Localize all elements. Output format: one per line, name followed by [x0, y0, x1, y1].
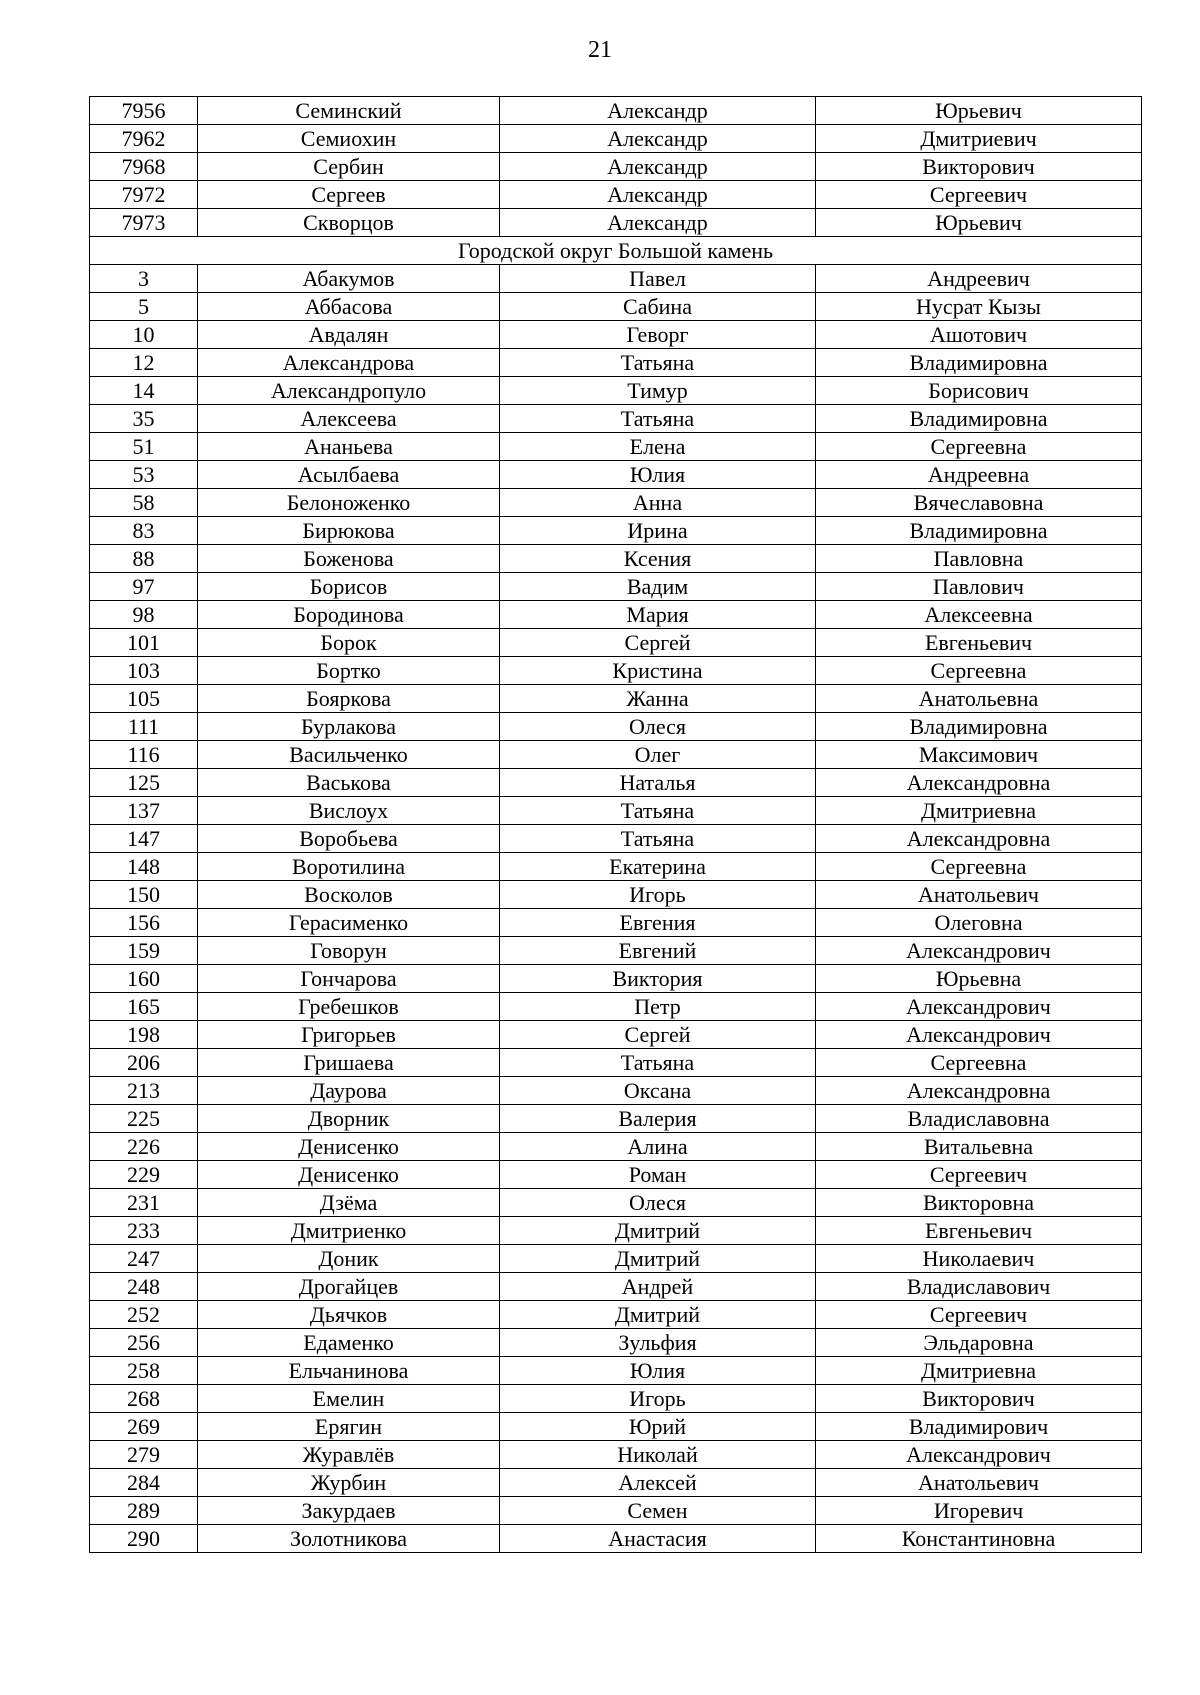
- table-row: [90, 657, 1142, 685]
- row-number-cell: 83: [90, 517, 198, 545]
- middle-name-cell: Игоревич: [816, 1497, 1142, 1525]
- last-name-cell: Гребешков: [198, 993, 500, 1021]
- middle-name-cell: Сергеевна: [816, 1049, 1142, 1077]
- page-number: 21: [588, 37, 612, 63]
- table-row: [90, 853, 1142, 881]
- first-name-cell: Дмитрий: [500, 1245, 816, 1273]
- middle-name-cell: Евгеньевич: [816, 629, 1142, 657]
- table-row: [90, 405, 1142, 433]
- last-name-cell: Васькова: [198, 769, 500, 797]
- table-row: [90, 1273, 1142, 1301]
- last-name-cell: Дзёма: [198, 1189, 500, 1217]
- table-row: [90, 1133, 1142, 1161]
- table-row: [90, 1497, 1142, 1525]
- first-name-cell: Зульфия: [500, 1329, 816, 1357]
- row-number-cell: 233: [90, 1217, 198, 1245]
- first-name-cell: Николай: [500, 1441, 816, 1469]
- last-name-cell: Дворник: [198, 1105, 500, 1133]
- row-number-cell: 51: [90, 433, 198, 461]
- row-number-cell: 150: [90, 881, 198, 909]
- section-header-row: [90, 237, 1142, 265]
- row-number-cell: 229: [90, 1161, 198, 1189]
- last-name-cell: Говорун: [198, 937, 500, 965]
- last-name-cell: Сергеев: [198, 181, 500, 209]
- table-row: [90, 573, 1142, 601]
- table-row: [90, 321, 1142, 349]
- last-name-cell: Авдалян: [198, 321, 500, 349]
- row-number-cell: 252: [90, 1301, 198, 1329]
- middle-name-cell: Вячеславовна: [816, 489, 1142, 517]
- table-row: [90, 1357, 1142, 1385]
- middle-name-cell: Сергеевна: [816, 657, 1142, 685]
- table-row: [90, 1077, 1142, 1105]
- middle-name-cell: Алексеевна: [816, 601, 1142, 629]
- table-row: [90, 1189, 1142, 1217]
- persons-table-body: [90, 97, 1142, 1553]
- first-name-cell: Дмитрий: [500, 1301, 816, 1329]
- table-row: [90, 629, 1142, 657]
- first-name-cell: Анна: [500, 489, 816, 517]
- row-number-cell: 3: [90, 265, 198, 293]
- row-number-cell: 198: [90, 1021, 198, 1049]
- first-name-cell: Олеся: [500, 713, 816, 741]
- first-name-cell: Александр: [500, 209, 816, 237]
- row-number-cell: 248: [90, 1273, 198, 1301]
- last-name-cell: Бирюкова: [198, 517, 500, 545]
- middle-name-cell: Анатольевна: [816, 685, 1142, 713]
- middle-name-cell: Эльдаровна: [816, 1329, 1142, 1357]
- first-name-cell: Геворг: [500, 321, 816, 349]
- row-number-cell: 159: [90, 937, 198, 965]
- row-number-cell: 35: [90, 405, 198, 433]
- middle-name-cell: Александрович: [816, 937, 1142, 965]
- last-name-cell: Ельчанинова: [198, 1357, 500, 1385]
- table-row: [90, 797, 1142, 825]
- table-row: [90, 993, 1142, 1021]
- first-name-cell: Александр: [500, 125, 816, 153]
- row-number-cell: 101: [90, 629, 198, 657]
- middle-name-cell: Сергеевич: [816, 1301, 1142, 1329]
- first-name-cell: Игорь: [500, 881, 816, 909]
- first-name-cell: Виктория: [500, 965, 816, 993]
- last-name-cell: Дьячков: [198, 1301, 500, 1329]
- last-name-cell: Денисенко: [198, 1161, 500, 1189]
- row-number-cell: 156: [90, 909, 198, 937]
- last-name-cell: Бояркова: [198, 685, 500, 713]
- table-row: [90, 685, 1142, 713]
- first-name-cell: Екатерина: [500, 853, 816, 881]
- first-name-cell: Ирина: [500, 517, 816, 545]
- middle-name-cell: Владимировна: [816, 713, 1142, 741]
- table-row: [90, 153, 1142, 181]
- row-number-cell: 256: [90, 1329, 198, 1357]
- first-name-cell: Александр: [500, 181, 816, 209]
- row-number-cell: 213: [90, 1077, 198, 1105]
- last-name-cell: Васильченко: [198, 741, 500, 769]
- last-name-cell: Дрогайцев: [198, 1273, 500, 1301]
- row-number-cell: 116: [90, 741, 198, 769]
- first-name-cell: Александр: [500, 97, 816, 125]
- first-name-cell: Татьяна: [500, 1049, 816, 1077]
- middle-name-cell: Борисович: [816, 377, 1142, 405]
- middle-name-cell: Викторович: [816, 1385, 1142, 1413]
- last-name-cell: Алексеева: [198, 405, 500, 433]
- middle-name-cell: Александровна: [816, 1077, 1142, 1105]
- first-name-cell: Олег: [500, 741, 816, 769]
- middle-name-cell: Сергеевна: [816, 853, 1142, 881]
- table-row: [90, 1301, 1142, 1329]
- first-name-cell: Ксения: [500, 545, 816, 573]
- last-name-cell: Даурова: [198, 1077, 500, 1105]
- middle-name-cell: Витальевна: [816, 1133, 1142, 1161]
- row-number-cell: 247: [90, 1245, 198, 1273]
- last-name-cell: Герасименко: [198, 909, 500, 937]
- middle-name-cell: Нусрат Кызы: [816, 293, 1142, 321]
- first-name-cell: Алексей: [500, 1469, 816, 1497]
- row-number-cell: 231: [90, 1189, 198, 1217]
- table-row: [90, 881, 1142, 909]
- middle-name-cell: Дмитриевна: [816, 1357, 1142, 1385]
- first-name-cell: Елена: [500, 433, 816, 461]
- row-number-cell: 268: [90, 1385, 198, 1413]
- table-row: [90, 489, 1142, 517]
- row-number-cell: 7962: [90, 125, 198, 153]
- table-row: [90, 293, 1142, 321]
- middle-name-cell: Олеговна: [816, 909, 1142, 937]
- middle-name-cell: Владиславович: [816, 1273, 1142, 1301]
- first-name-cell: Анастасия: [500, 1525, 816, 1553]
- last-name-cell: Борок: [198, 629, 500, 657]
- last-name-cell: Емелин: [198, 1385, 500, 1413]
- row-number-cell: 284: [90, 1469, 198, 1497]
- table-row: [90, 1329, 1142, 1357]
- first-name-cell: Тимур: [500, 377, 816, 405]
- last-name-cell: Денисенко: [198, 1133, 500, 1161]
- row-number-cell: 225: [90, 1105, 198, 1133]
- first-name-cell: Сергей: [500, 1021, 816, 1049]
- last-name-cell: Доник: [198, 1245, 500, 1273]
- last-name-cell: Гришаева: [198, 1049, 500, 1077]
- row-number-cell: 5: [90, 293, 198, 321]
- table-row: [90, 97, 1142, 125]
- first-name-cell: Валерия: [500, 1105, 816, 1133]
- first-name-cell: Татьяна: [500, 797, 816, 825]
- row-number-cell: 7968: [90, 153, 198, 181]
- row-number-cell: 105: [90, 685, 198, 713]
- row-number-cell: 289: [90, 1497, 198, 1525]
- middle-name-cell: Александровна: [816, 825, 1142, 853]
- middle-name-cell: Юрьевна: [816, 965, 1142, 993]
- first-name-cell: Олеся: [500, 1189, 816, 1217]
- table-row: [90, 1161, 1142, 1189]
- row-number-cell: 165: [90, 993, 198, 1021]
- middle-name-cell: Сергеевич: [816, 1161, 1142, 1189]
- row-number-cell: 226: [90, 1133, 198, 1161]
- middle-name-cell: Викторовна: [816, 1189, 1142, 1217]
- row-number-cell: 7972: [90, 181, 198, 209]
- table-row: [90, 1021, 1142, 1049]
- middle-name-cell: Сергеевич: [816, 181, 1142, 209]
- first-name-cell: Павел: [500, 265, 816, 293]
- table-row: [90, 1217, 1142, 1245]
- last-name-cell: Бортко: [198, 657, 500, 685]
- first-name-cell: Оксана: [500, 1077, 816, 1105]
- row-number-cell: 53: [90, 461, 198, 489]
- middle-name-cell: Владимировна: [816, 405, 1142, 433]
- table-row: [90, 377, 1142, 405]
- table-row: [90, 125, 1142, 153]
- first-name-cell: Алина: [500, 1133, 816, 1161]
- row-number-cell: 206: [90, 1049, 198, 1077]
- row-number-cell: 137: [90, 797, 198, 825]
- row-number-cell: 148: [90, 853, 198, 881]
- last-name-cell: Сербин: [198, 153, 500, 181]
- row-number-cell: 97: [90, 573, 198, 601]
- first-name-cell: Семен: [500, 1497, 816, 1525]
- last-name-cell: Скворцов: [198, 209, 500, 237]
- middle-name-cell: Владимирович: [816, 1413, 1142, 1441]
- first-name-cell: Евгений: [500, 937, 816, 965]
- middle-name-cell: Владиславовна: [816, 1105, 1142, 1133]
- table-row: [90, 769, 1142, 797]
- table-row: [90, 461, 1142, 489]
- middle-name-cell: Сергеевна: [816, 433, 1142, 461]
- last-name-cell: Аббасова: [198, 293, 500, 321]
- table-row: [90, 825, 1142, 853]
- row-number-cell: 290: [90, 1525, 198, 1553]
- last-name-cell: Семинский: [198, 97, 500, 125]
- row-number-cell: 125: [90, 769, 198, 797]
- table-row: [90, 1525, 1142, 1553]
- first-name-cell: Сабина: [500, 293, 816, 321]
- last-name-cell: Бородинова: [198, 601, 500, 629]
- row-number-cell: 98: [90, 601, 198, 629]
- table-row: [90, 545, 1142, 573]
- row-number-cell: 160: [90, 965, 198, 993]
- first-name-cell: Татьяна: [500, 405, 816, 433]
- first-name-cell: Роман: [500, 1161, 816, 1189]
- first-name-cell: Жанна: [500, 685, 816, 713]
- last-name-cell: Ерягин: [198, 1413, 500, 1441]
- middle-name-cell: Павловна: [816, 545, 1142, 573]
- last-name-cell: Воротилина: [198, 853, 500, 881]
- middle-name-cell: Александровна: [816, 769, 1142, 797]
- middle-name-cell: Владимировна: [816, 349, 1142, 377]
- row-number-cell: 7956: [90, 97, 198, 125]
- last-name-cell: Бурлакова: [198, 713, 500, 741]
- table-row: [90, 741, 1142, 769]
- table-row: [90, 209, 1142, 237]
- persons-table: [89, 96, 1142, 1553]
- middle-name-cell: Анатольевич: [816, 1469, 1142, 1497]
- middle-name-cell: Юрьевич: [816, 97, 1142, 125]
- middle-name-cell: Максимович: [816, 741, 1142, 769]
- table-row: [90, 1385, 1142, 1413]
- first-name-cell: Мария: [500, 601, 816, 629]
- last-name-cell: Журавлёв: [198, 1441, 500, 1469]
- middle-name-cell: Александрович: [816, 1441, 1142, 1469]
- table-row: [90, 601, 1142, 629]
- middle-name-cell: Александрович: [816, 1021, 1142, 1049]
- section-title: Городской округ Большой камень: [90, 237, 1142, 265]
- first-name-cell: Сергей: [500, 629, 816, 657]
- last-name-cell: Семиохин: [198, 125, 500, 153]
- row-number-cell: 269: [90, 1413, 198, 1441]
- middle-name-cell: Дмитриевич: [816, 125, 1142, 153]
- first-name-cell: Юлия: [500, 1357, 816, 1385]
- first-name-cell: Юлия: [500, 461, 816, 489]
- table-row: [90, 181, 1142, 209]
- last-name-cell: Гончарова: [198, 965, 500, 993]
- first-name-cell: Вадим: [500, 573, 816, 601]
- last-name-cell: Асылбаева: [198, 461, 500, 489]
- table-row: [90, 1105, 1142, 1133]
- row-number-cell: 147: [90, 825, 198, 853]
- last-name-cell: Вислоух: [198, 797, 500, 825]
- last-name-cell: Борисов: [198, 573, 500, 601]
- row-number-cell: 88: [90, 545, 198, 573]
- last-name-cell: Дмитриенко: [198, 1217, 500, 1245]
- row-number-cell: 258: [90, 1357, 198, 1385]
- last-name-cell: Боженова: [198, 545, 500, 573]
- table-row: [90, 1049, 1142, 1077]
- row-number-cell: 103: [90, 657, 198, 685]
- last-name-cell: Белоноженко: [198, 489, 500, 517]
- first-name-cell: Дмитрий: [500, 1217, 816, 1245]
- row-number-cell: 14: [90, 377, 198, 405]
- row-number-cell: 111: [90, 713, 198, 741]
- last-name-cell: Закурдаев: [198, 1497, 500, 1525]
- last-name-cell: Александрова: [198, 349, 500, 377]
- last-name-cell: Едаменко: [198, 1329, 500, 1357]
- middle-name-cell: Александрович: [816, 993, 1142, 1021]
- table-row: [90, 1245, 1142, 1273]
- middle-name-cell: Николаевич: [816, 1245, 1142, 1273]
- first-name-cell: Кристина: [500, 657, 816, 685]
- last-name-cell: Золотникова: [198, 1525, 500, 1553]
- row-number-cell: 7973: [90, 209, 198, 237]
- last-name-cell: Александропуло: [198, 377, 500, 405]
- first-name-cell: Татьяна: [500, 349, 816, 377]
- table-row: [90, 1441, 1142, 1469]
- last-name-cell: Ананьева: [198, 433, 500, 461]
- first-name-cell: Александр: [500, 153, 816, 181]
- table-row: [90, 937, 1142, 965]
- middle-name-cell: Ашотович: [816, 321, 1142, 349]
- table-row: [90, 965, 1142, 993]
- table-row: [90, 909, 1142, 937]
- first-name-cell: Наталья: [500, 769, 816, 797]
- first-name-cell: Петр: [500, 993, 816, 1021]
- middle-name-cell: Анатольевич: [816, 881, 1142, 909]
- table-row: [90, 349, 1142, 377]
- table-row: [90, 713, 1142, 741]
- middle-name-cell: Евгеньевич: [816, 1217, 1142, 1245]
- row-number-cell: 10: [90, 321, 198, 349]
- first-name-cell: Андрей: [500, 1273, 816, 1301]
- middle-name-cell: Андреевна: [816, 461, 1142, 489]
- middle-name-cell: Андреевич: [816, 265, 1142, 293]
- middle-name-cell: Юрьевич: [816, 209, 1142, 237]
- row-number-cell: 58: [90, 489, 198, 517]
- table-row: [90, 1469, 1142, 1497]
- first-name-cell: Юрий: [500, 1413, 816, 1441]
- row-number-cell: 12: [90, 349, 198, 377]
- table-row: [90, 517, 1142, 545]
- middle-name-cell: Дмитриевна: [816, 797, 1142, 825]
- row-number-cell: 279: [90, 1441, 198, 1469]
- first-name-cell: Евгения: [500, 909, 816, 937]
- middle-name-cell: Викторович: [816, 153, 1142, 181]
- last-name-cell: Абакумов: [198, 265, 500, 293]
- first-name-cell: Игорь: [500, 1385, 816, 1413]
- table-row: [90, 433, 1142, 461]
- middle-name-cell: Владимировна: [816, 517, 1142, 545]
- last-name-cell: Восколов: [198, 881, 500, 909]
- last-name-cell: Журбин: [198, 1469, 500, 1497]
- last-name-cell: Григорьев: [198, 1021, 500, 1049]
- first-name-cell: Татьяна: [500, 825, 816, 853]
- last-name-cell: Воробьева: [198, 825, 500, 853]
- table-row: [90, 265, 1142, 293]
- middle-name-cell: Павлович: [816, 573, 1142, 601]
- table-row: [90, 1413, 1142, 1441]
- middle-name-cell: Константиновна: [816, 1525, 1142, 1553]
